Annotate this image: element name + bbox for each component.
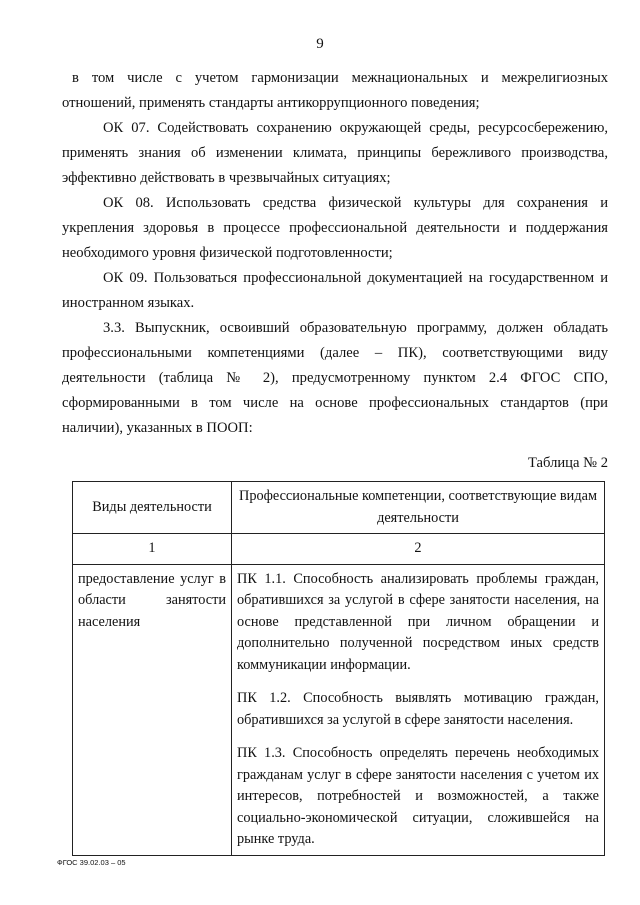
table-row: [73, 564, 605, 855]
header-competencies: Профессиональные компетенции, соответствующие видам деятельности: [232, 482, 605, 534]
header-activities: Виды деятельности: [73, 482, 232, 534]
paragraph: в том числе с учетом гармонизации межнациональных и межрелигиозных отношений, применять стандарты антикоррупционного поведения;: [62, 70, 608, 111]
page-number: 9: [316, 36, 324, 52]
competencies-table: [72, 481, 605, 856]
column-number-1: 1: [73, 534, 232, 565]
table-header-row: [73, 482, 605, 534]
table-number-row: [73, 534, 605, 565]
competency-pk-1-1: ПК 1.1. Способность анализировать проблемы граждан, обратившихся за услугой в сфере занятости населения, на основе представленной при личном обращении и дополнительно полученной посредством иных средств коммуникации информации.: [237, 570, 599, 673]
paragraph-section-3-3: 3.3. Выпускник, освоивший образовательную программу, должен обладать профессиональными компетенциями (далее – ПК), соответствующими виду деятельности (таблица № 2), предусмотренному пунктом 2.4 ФГОС СПО, сформированными в том числе на основе профессиональных стандартов (при наличии), указанных в ПООП:: [62, 320, 608, 436]
footer-code: ФГОС 39.02.03 – 05: [57, 858, 126, 867]
paragraph-ok-07: ОК 07. Содействовать сохранению окружающей среды, ресурсосбережению, применять знания об изменении климата, принципы бережливого производства, эффективно действовать в чрезвычайных ситуациях;: [62, 120, 608, 186]
competency-pk-1-3: ПК 1.3. Способность определять перечень необходимых гражданам услуг в сфере занятости населения с учетом их интересов, потребностей и возможностей, а также социально-экономической ситуации, сложившейся на рынке труда.: [237, 745, 599, 847]
competencies-cell: [232, 564, 605, 855]
table-caption: Таблица № 2: [528, 455, 608, 471]
body-text: [62, 66, 608, 441]
column-number-2: 2: [232, 534, 605, 565]
activity-cell: предоставление услуг в области занятости населения: [73, 564, 232, 855]
competency-pk-1-2: ПК 1.2. Способность выявлять мотивацию граждан, обратившихся за услугой в сфере занятости населения.: [237, 690, 599, 728]
paragraph-ok-08: ОК 08. Использовать средства физической культуры для сохранения и укрепления здоровья в процессе профессиональной деятельности и поддержания необходимого уровня физической подготовленности;: [62, 195, 608, 261]
paragraph-ok-09: ОК 09. Пользоваться профессиональной документацией на государственном и иностранном языках.: [62, 270, 608, 311]
